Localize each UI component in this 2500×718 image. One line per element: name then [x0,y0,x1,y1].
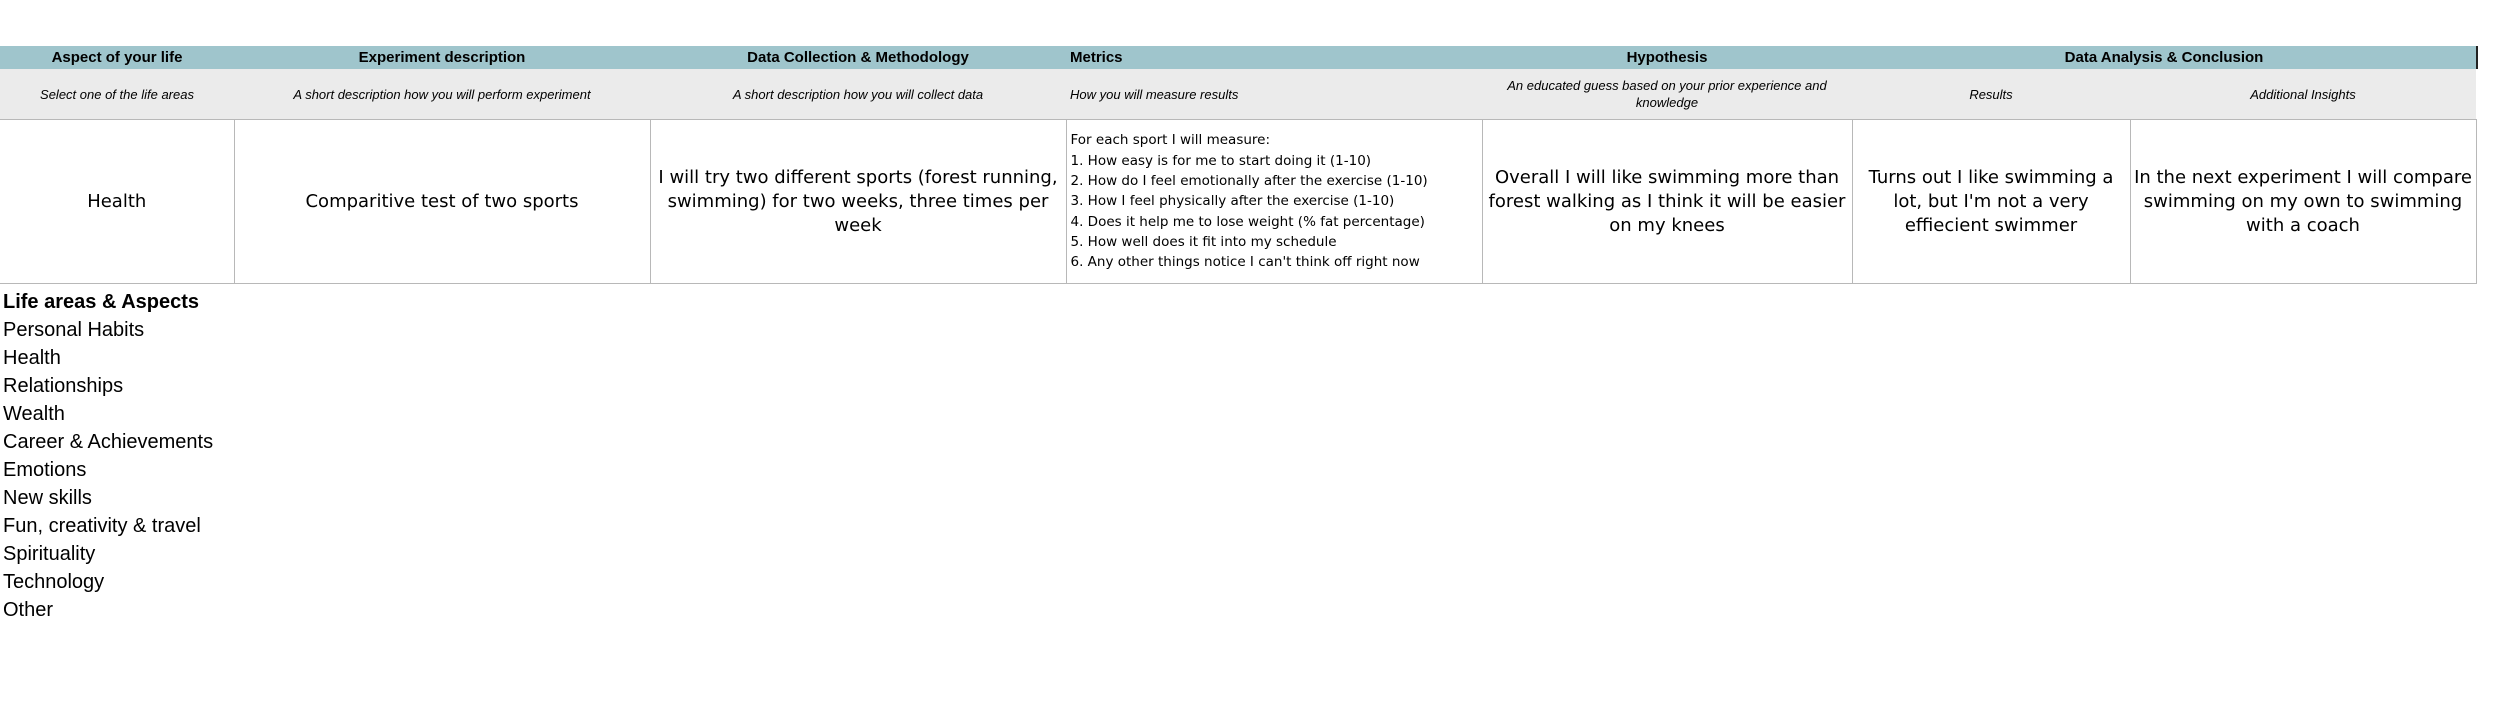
cell-metrics[interactable] [1066,120,1482,284]
list-item[interactable]: Other [3,599,54,621]
metrics-line: 6. Any other things notice I can't think off right now [1070,254,1420,271]
subheader-row [0,69,2476,120]
cell-experiment[interactable]: Comparitive test of two sports [234,120,650,284]
metrics-line: 4. Does it help me to lose weight (% fat percentage) [1070,213,1425,230]
subheader-data-collection[interactable]: A short description how you will collect data [650,69,1066,120]
subheader-aspect[interactable]: Select one of the life areas [0,69,234,120]
cell-aspect[interactable]: Health [0,120,234,284]
list-item[interactable]: New skills [3,487,92,509]
cell-data-collection[interactable]: I will try two different sports (forest running, swimming) for two weeks, three times per week [650,120,1066,284]
metrics-line: 2. How do I feel emotionally after the exercise (1-10) [1070,173,1428,190]
header-experiment[interactable]: Experiment description [234,46,650,69]
cell-hypothesis[interactable]: Overall I will like swimming more than forest walking as I think it will be easier on my knees [1482,120,1852,284]
subheader-experiment[interactable]: A short description how you will perform experiment [234,69,650,120]
list-item[interactable]: Technology [3,571,105,593]
metrics-line: For each sport I will measure: [1070,132,1271,149]
list-item[interactable]: Relationships [3,375,124,397]
metrics-line: 5. How well does it fit into my schedule [1070,233,1337,250]
metrics-line: 1. How easy is for me to start doing it (1-10) [1070,152,1372,169]
subheader-metrics[interactable]: How you will measure results [1066,69,1482,120]
column-divider [2476,46,2478,69]
subheader-insights[interactable]: Additional Insights [2130,69,2476,120]
list-item[interactable]: Health [3,347,61,369]
list-item[interactable]: Emotions [3,459,87,481]
header-aspect[interactable]: Aspect of your life [0,46,234,69]
life-areas-title[interactable]: Life areas & Aspects [3,291,200,313]
list-item[interactable]: Spirituality [3,543,96,565]
header-hypothesis[interactable]: Hypothesis [1482,46,1852,69]
cell-results[interactable]: Turns out I like swimming a lot, but I'm not a very effiecient swimmer [1852,120,2130,284]
subheader-hypothesis[interactable]: An educated guess based on your prior experience and knowledge [1482,69,1852,120]
table-row [0,120,2476,284]
list-item[interactable]: Wealth [3,403,65,425]
experiment-table [0,46,2477,284]
header-metrics[interactable]: Metrics [1066,46,1482,69]
header-analysis[interactable]: Data Analysis & Conclusion [1852,46,2476,69]
header-row [0,46,2476,69]
subheader-results[interactable]: Results [1852,69,2130,120]
list-item[interactable]: Fun, creativity & travel [3,515,201,537]
metrics-line: 3. How I feel physically after the exercise (1-10) [1070,193,1395,210]
list-item[interactable]: Career & Achievements [3,431,214,453]
life-areas-list [3,288,213,624]
header-data-collection[interactable]: Data Collection & Methodology [650,46,1066,69]
list-item[interactable]: Personal Habits [3,319,145,341]
cell-insights[interactable]: In the next experiment I will compare swimming on my own to swimming with a coach [2130,120,2476,284]
